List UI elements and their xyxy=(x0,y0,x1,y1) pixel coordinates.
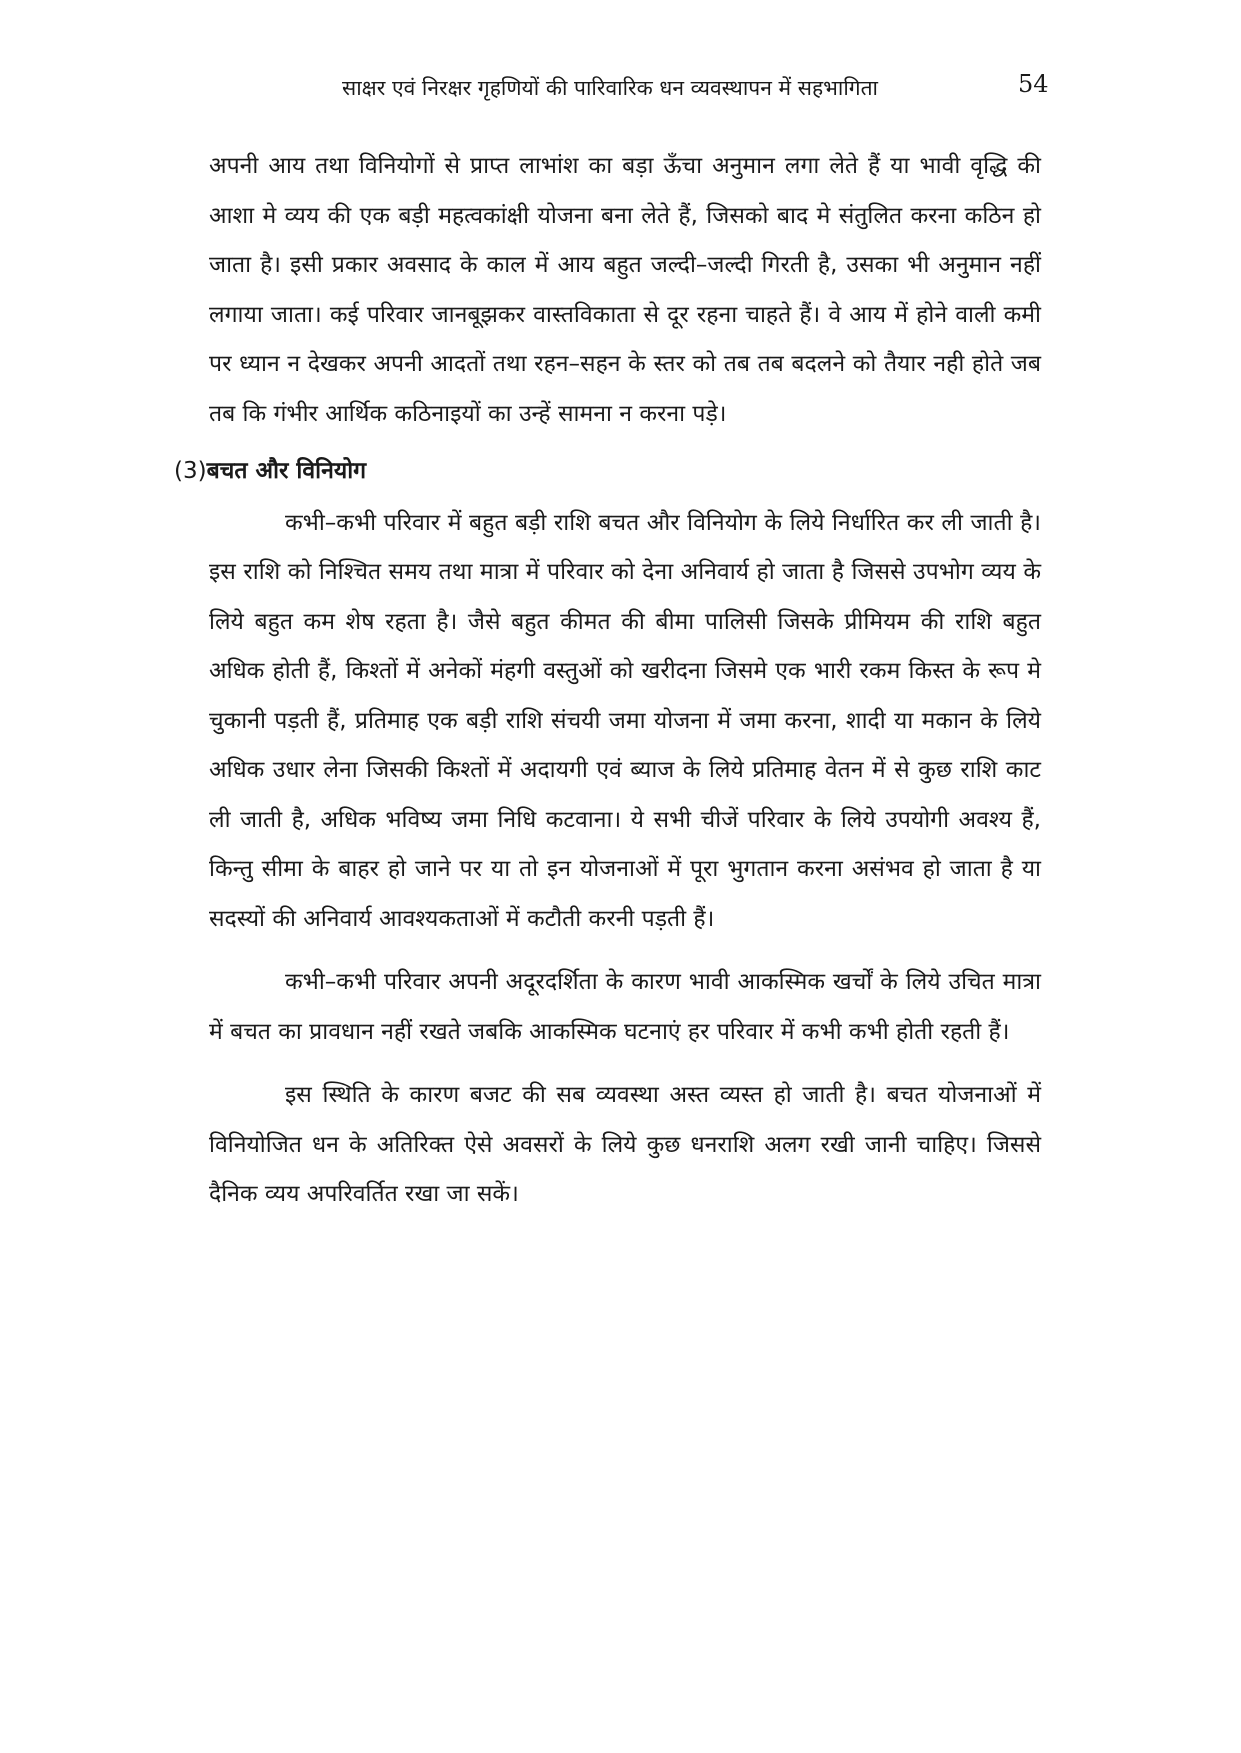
paragraph-1: अपनी आय तथा विनियोगों से प्राप्त लाभांश का बड़ा ऊँचा अनुमान लगा लेते हैं या भावी वृद्धि की आशा मे व्यय की एक बड़ी महत्वकांक्षी योजना बना लेते हैं, जिसको बाद मे संतुलित करना कठिन हो जाता है। इसी प्रकार अवसाद के काल में आय बहुत जल्दी–जल्दी गिरती है, उसका भी अनुमान नहीं लगाया जाता। कई परिवार जानबूझकर वास्तविकाता से दूर रहना चाहते हैं। वे आय में होने वाली कमी पर ध्यान न देखकर अपनी आदतों तथा रहन–सहन के स्तर को तब तब बदलने को तैयार नही होते जब तब कि गंभीर आर्थिक कठिनाइयों का उन्हें सामना न करना पड़े। xyxy=(209,153,1041,427)
section-heading xyxy=(174,439,1006,497)
running-title: साक्षर एवं निरक्षर गृहणियों की पारिवारिक धन व्यवस्थापन में सहभागिता xyxy=(342,76,878,100)
page-number: 54 xyxy=(1018,70,1049,98)
paragraph-4: इस स्थिति के कारण बजट की सब व्यवस्था अस्त व्यस्त हो जाती है। बचत योजनाओं में विनियोजित धन के अतिरिक्त ऐसे अवसरों के लिये कुछ धनराशि अलग रखी जानी चाहिए। जिससे दैनिक व्यय अपरिवर्तित रखा जा सकें। xyxy=(209,1082,1041,1207)
body-text xyxy=(174,142,1041,1220)
section-title: बचत और विनियोग xyxy=(206,458,367,484)
paragraph-2: कभी–कभी परिवार में बहुत बड़ी राशि बचत और विनियोग के लिये निर्धारित कर ली जाती है। इस राशि को निश्चित समय तथा मात्रा में परिवार को देना अनिवार्य हो जाता है जिससे उपभोग व्यय के लिये बहुत कम शेष रहता है। जैसे बहुत कीमत की बीमा पालिसी जिसके प्रीमियम की राशि बहुत अधिक होती हैं, किश्तों में अनेकों मंहगी वस्तुओं को खरीदना जिसमे एक भारी रकम किस्त के रूप मे चुकानी पड़ती हैं, प्रतिमाह एक बड़ी राशि संचयी जमा योजना में जमा करना, शादी या मकान के लिये अधिक उधार लेना जिसकी किश्तों में अदायगी एवं ब्याज के लिये प्रतिमाह वेतन में से कुछ राशि काट ली जाती है, अधिक भविष्य जमा निधि कटवाना। ये सभी चीजें परिवार के लिये उपयोगी अवश्य हैं, किन्तु सीमा के बाहर हो जाने पर या तो इन योजनाओं में पूरा भुगतान करना असंभव हो जाता है या सदस्यों की अनिवार्य आवश्यकताओं में कटौती करनी पड़ती हैं। xyxy=(209,509,1041,932)
paragraph-3: कभी–कभी परिवार अपनी अदूरदर्शिता के कारण भावी आकस्मिक खर्चों के लिये उचित मात्रा में बचत का प्रावधान नहीं रखते जबकि आकस्मिक घटनाएं हर परिवार में कभी कभी होती रहती हैं। xyxy=(209,969,1041,1045)
section-number: (3) xyxy=(174,458,207,484)
